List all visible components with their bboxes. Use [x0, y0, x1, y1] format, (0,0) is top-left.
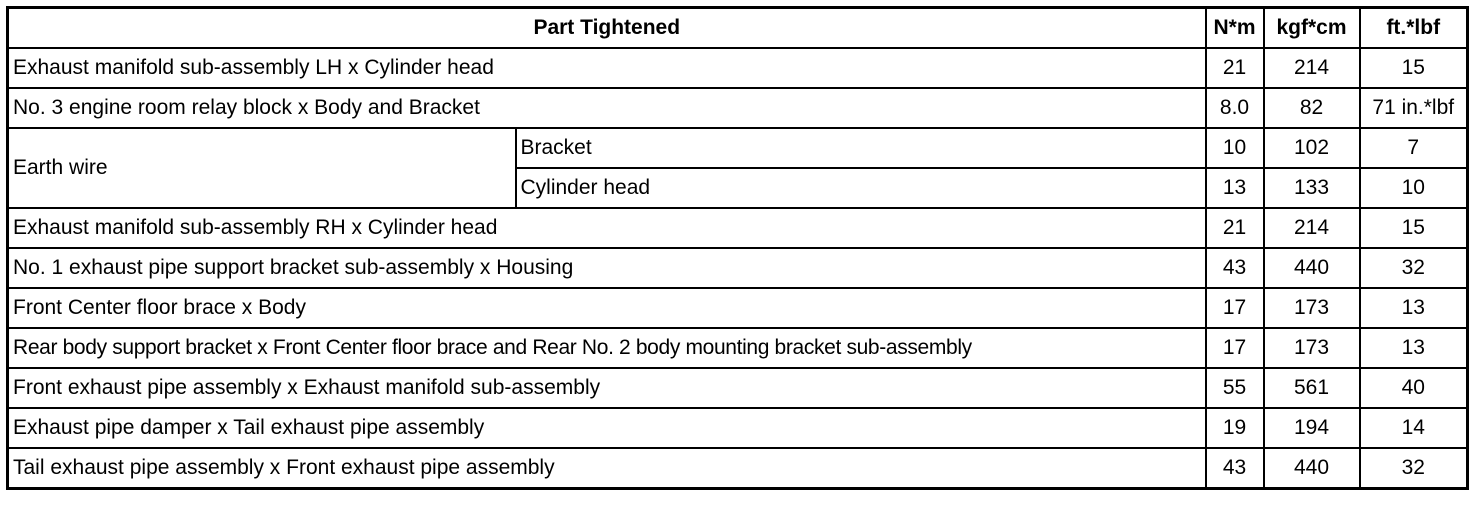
kgfcm-cell: 440: [1264, 448, 1360, 489]
part-cell: Rear body support bracket x Front Center floor brace and Rear No. 2 body mounting bracket sub-assembly: [8, 328, 1206, 368]
sub-part-cell: Bracket: [516, 128, 1206, 168]
ftlbf-cell: 71 in.*lbf: [1360, 88, 1468, 128]
nm-cell: 43: [1206, 248, 1264, 288]
table-row: [8, 448, 1468, 489]
table-row: [8, 328, 1468, 368]
nm-cell: 17: [1206, 328, 1264, 368]
table-row: [8, 88, 1468, 128]
ftlbf-cell: 15: [1360, 208, 1468, 248]
ftlbf-cell: 10: [1360, 168, 1468, 208]
nm-cell: 43: [1206, 448, 1264, 489]
part-cell: Exhaust pipe damper x Tail exhaust pipe assembly: [8, 408, 1206, 448]
part-cell: Exhaust manifold sub-assembly LH x Cylinder head: [8, 48, 1206, 88]
nm-cell: 13: [1206, 168, 1264, 208]
kgfcm-cell: 133: [1264, 168, 1360, 208]
part-group-cell: Earth wire: [8, 128, 516, 208]
table-row: [8, 128, 1468, 168]
ftlbf-cell: 13: [1360, 328, 1468, 368]
torque-spec-table: [6, 6, 1469, 490]
table-row: [8, 248, 1468, 288]
torque-table-wrapper: [6, 6, 1469, 490]
nm-cell: 21: [1206, 208, 1264, 248]
kgfcm-cell: 440: [1264, 248, 1360, 288]
kgfcm-cell: 214: [1264, 208, 1360, 248]
kgfcm-cell: 561: [1264, 368, 1360, 408]
table-row: [8, 368, 1468, 408]
header-row: [8, 8, 1468, 49]
ftlbf-cell: 32: [1360, 448, 1468, 489]
part-cell: Tail exhaust pipe assembly x Front exhaust pipe assembly: [8, 448, 1206, 489]
kgfcm-cell: 173: [1264, 328, 1360, 368]
kgfcm-cell: 214: [1264, 48, 1360, 88]
ftlbf-cell: 7: [1360, 128, 1468, 168]
kgfcm-cell: 194: [1264, 408, 1360, 448]
kgfcm-cell: 82: [1264, 88, 1360, 128]
part-cell: Front exhaust pipe assembly x Exhaust manifold sub-assembly: [8, 368, 1206, 408]
sub-part-cell: Cylinder head: [516, 168, 1206, 208]
nm-cell: 10: [1206, 128, 1264, 168]
ftlbf-cell: 13: [1360, 288, 1468, 328]
header-kgfcm: kgf*cm: [1264, 8, 1360, 49]
table-row: [8, 288, 1468, 328]
nm-cell: 55: [1206, 368, 1264, 408]
part-cell: Front Center floor brace x Body: [8, 288, 1206, 328]
part-cell: No. 1 exhaust pipe support bracket sub-assembly x Housing: [8, 248, 1206, 288]
header-ftlbf: ft.*lbf: [1360, 8, 1468, 49]
nm-cell: 8.0: [1206, 88, 1264, 128]
part-cell: No. 3 engine room relay block x Body and Bracket: [8, 88, 1206, 128]
table-row: [8, 408, 1468, 448]
nm-cell: 21: [1206, 48, 1264, 88]
ftlbf-cell: 32: [1360, 248, 1468, 288]
nm-cell: 19: [1206, 408, 1264, 448]
header-nm: N*m: [1206, 8, 1264, 49]
ftlbf-cell: 14: [1360, 408, 1468, 448]
part-cell: Exhaust manifold sub-assembly RH x Cylinder head: [8, 208, 1206, 248]
kgfcm-cell: 173: [1264, 288, 1360, 328]
table-row: [8, 208, 1468, 248]
table-row: [8, 48, 1468, 88]
ftlbf-cell: 15: [1360, 48, 1468, 88]
header-part-tightened: Part Tightened: [8, 8, 1206, 49]
kgfcm-cell: 102: [1264, 128, 1360, 168]
ftlbf-cell: 40: [1360, 368, 1468, 408]
nm-cell: 17: [1206, 288, 1264, 328]
